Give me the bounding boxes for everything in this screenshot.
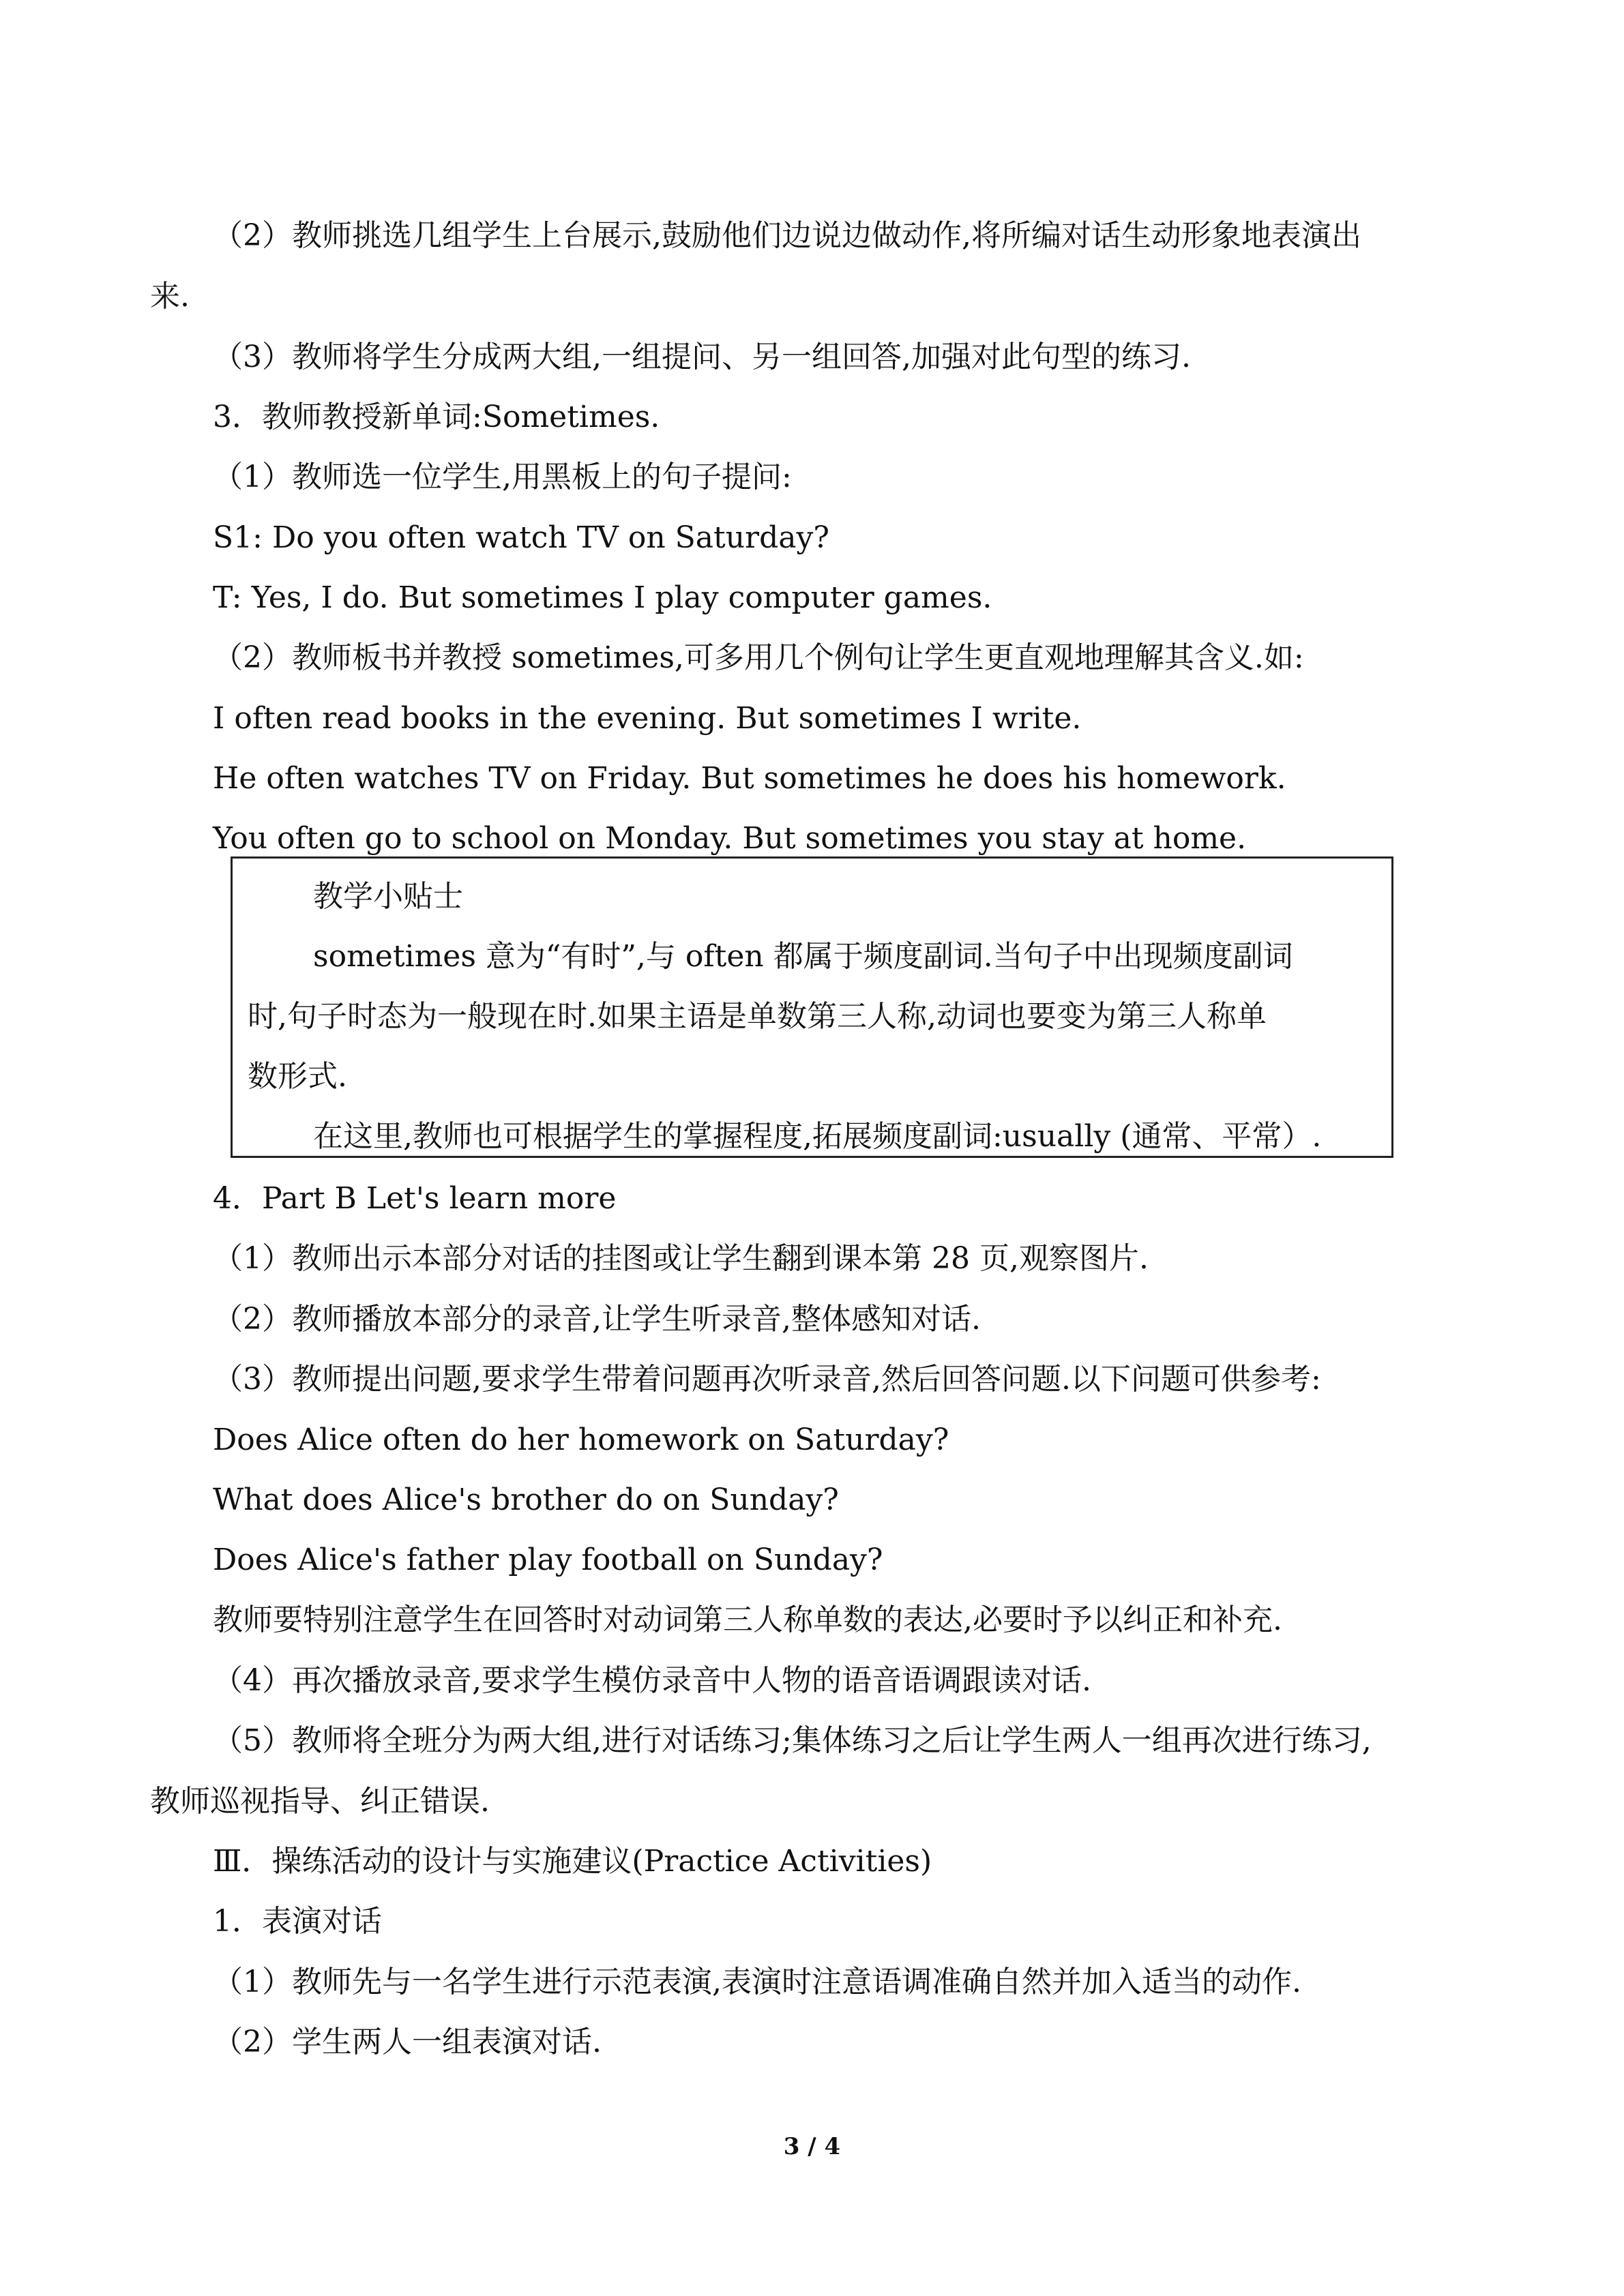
paragraph-line: （5）教师将全班分为两大组,进行对话练习;集体练习之后让学生两人一组再次进行练习, [213, 1723, 1372, 1758]
paragraph-line: 4．Part B Let's learn more [213, 1181, 617, 1216]
teaching-tip-box [231, 856, 1393, 1158]
tip-line: 时,句子时态为一般现在时.如果主语是单数第三人称,动词也要变为第三人称单 [248, 999, 1267, 1034]
paragraph-line: （3）教师提出问题,要求学生带着问题再次听录音,然后回答问题.以下问题可供参考: [213, 1362, 1321, 1397]
paragraph-line: He often watches TV on Friday. But sometimes he does his homework. [213, 761, 1286, 796]
paragraph-line: What does Alice's brother do on Sunday? [213, 1482, 839, 1517]
paragraph-line: S1: Do you often watch TV on Saturday? [213, 520, 829, 555]
page-number: 3 / 4 [783, 2133, 841, 2160]
paragraph-line: （3）教师将学生分成两大组,一组提问、另一组回答,加强对此句型的练习. [213, 340, 1191, 374]
paragraph-line: （1）教师先与一名学生进行示范表演,表演时注意语调准确自然并加入适当的动作. [213, 1965, 1301, 1999]
paragraph-line: 1．表演对话 [213, 1904, 382, 1939]
paragraph-line: 来. [150, 279, 190, 314]
paragraph-line: （2）教师挑选几组学生上台展示,鼓励他们边说边做动作,将所编对话生动形象地表演出 [213, 218, 1361, 253]
paragraph-line: Does Alice often do her homework on Saturday? [213, 1422, 949, 1457]
paragraph-line: 3．教师教授新单词:Sometimes. [213, 400, 660, 434]
tip-line: sometimes 意为“有时”,与 often 都属于频度副词.当句子中出现频度副词 [313, 939, 1293, 974]
paragraph-line: 教师要特别注意学生在回答时对动词第三人称单数的表达,必要时予以纠正和补充. [213, 1602, 1282, 1637]
tip-line: 在这里,教师也可根据学生的掌握程度,拓展频度副词:usually (通常、平常）. [313, 1119, 1322, 1154]
paragraph-line: （1）教师出示本部分对话的挂图或让学生翻到课本第 28 页,观察图片. [213, 1241, 1149, 1276]
paragraph-line: （2）学生两人一组表演对话. [213, 2025, 602, 2059]
tip-line: 教学小贴士 [313, 879, 463, 914]
paragraph-line: （2）教师板书并教授 sometimes,可多用几个例句让学生更直观地理解其含义.如: [213, 640, 1304, 675]
paragraph-line: （2）教师播放本部分的录音,让学生听录音,整体感知对话. [213, 1302, 981, 1337]
paragraph-line: （1）教师选一位学生,用黑板上的句子提问: [213, 460, 792, 494]
paragraph-line: （4）再次播放录音,要求学生模仿录音中人物的语音语调跟读对话. [213, 1663, 1091, 1698]
paragraph-line: Ⅲ．操练活动的设计与实施建议(Practice Activities) [213, 1844, 932, 1879]
paragraph-line: 教师巡视指导、纠正错误. [150, 1784, 490, 1819]
paragraph-line: You often go to school on Monday. But sometimes you stay at home. [213, 821, 1247, 856]
paragraph-line: T: Yes, I do. But sometimes I play computer games. [213, 580, 992, 615]
tip-line: 数形式. [248, 1059, 347, 1094]
paragraph-line: Does Alice's father play football on Sunday? [213, 1542, 883, 1577]
paragraph-line: I often read books in the evening. But sometimes I write. [213, 701, 1082, 736]
